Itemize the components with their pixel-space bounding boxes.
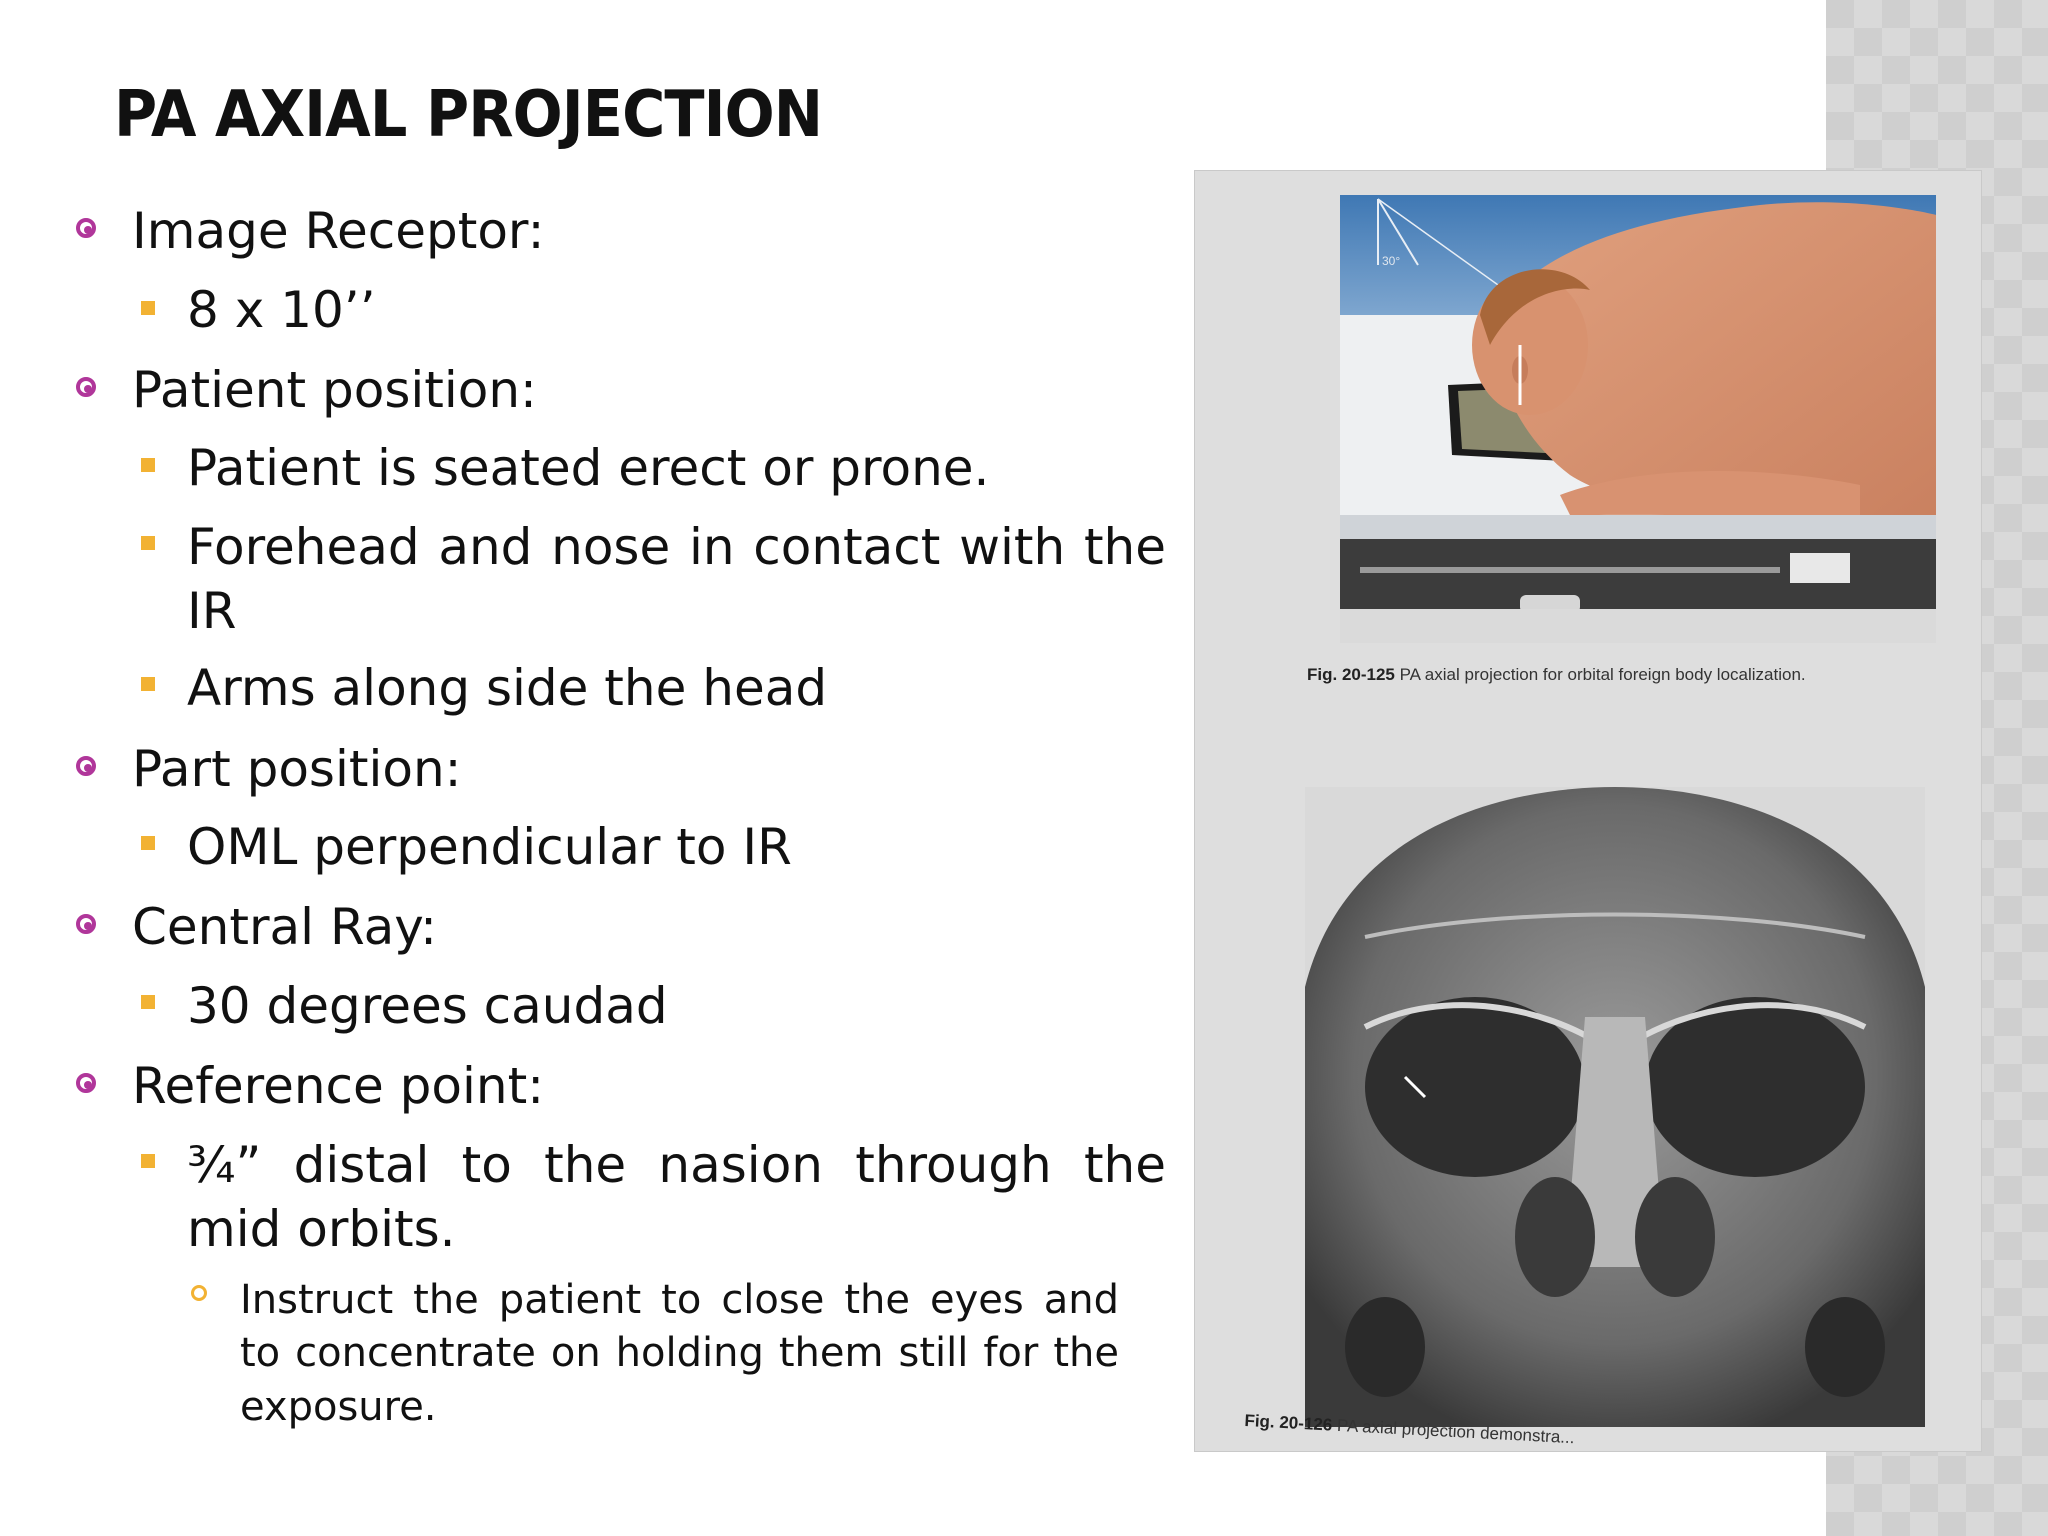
level2-bullet-icon: [141, 995, 155, 1009]
patient-positioning-photo: [1340, 195, 1936, 643]
bullet-cr-angle: 30 degrees caudad: [187, 977, 668, 1035]
bullet-patient-position: Patient position:: [132, 361, 537, 419]
level1-bullet-icon: [76, 377, 96, 397]
figure-caption-1: [1307, 665, 1806, 685]
bullet-image-receptor: Image Receptor:: [132, 202, 545, 260]
level2-bullet-icon: [141, 301, 155, 315]
level2-bullet-icon: [141, 458, 155, 472]
sub-bullet-instruct-end: exposure.: [240, 1384, 437, 1430]
level3-bullet-icon: [191, 1285, 207, 1301]
bullet-ref-nasion-cont: mid orbits.: [187, 1200, 456, 1258]
caption-1-figure-number: Fig. 20-125: [1307, 665, 1395, 684]
bullet-reference-point: Reference point:: [132, 1057, 545, 1115]
bullet-oml: OML perpendicular to IR: [187, 818, 792, 876]
level1-bullet-icon: [76, 756, 96, 776]
level2-bullet-icon: [141, 836, 155, 850]
bullet-ir-size: 8 x 10’’: [187, 281, 376, 339]
level2-bullet-icon: [141, 677, 155, 691]
caption-1-text: PA axial projection for orbital foreign body localization.: [1399, 665, 1806, 684]
level2-bullet-icon: [141, 536, 155, 550]
level2-bullet-icon: [141, 1154, 155, 1168]
bullet-pp-forehead-cont: IR: [187, 582, 237, 640]
bullet-central-ray: Central Ray:: [132, 898, 438, 956]
sub-bullet-instruct: Instruct the patient to close the eyes and: [240, 1277, 1119, 1323]
level1-bullet-icon: [76, 1073, 96, 1093]
level1-bullet-icon: [76, 914, 96, 934]
slide-title: PA AXIAL PROJECTION: [114, 78, 823, 152]
angle-label: 30°: [1382, 254, 1401, 268]
skull-xray-image: [1305, 787, 1925, 1427]
bullet-pp-seated: Patient is seated erect or prone.: [187, 439, 990, 497]
sub-bullet-instruct-cont: to concentrate on holding them still for the: [240, 1330, 1119, 1376]
caption-2-figure-number: Fig. 20-126: [1244, 1411, 1333, 1435]
bullet-pp-arms: Arms along side the head: [187, 659, 828, 717]
bullet-ref-nasion: ¾” distal to the nasion through the: [187, 1136, 1166, 1194]
figure-panel: [1194, 170, 1982, 1452]
bullet-pp-forehead: Forehead and nose in contact with the: [187, 518, 1166, 576]
bullet-part-position: Part position:: [132, 740, 462, 798]
level1-bullet-icon: [76, 218, 96, 238]
caption-2-text: PA axial projection demonstra...: [1336, 1415, 1575, 1448]
